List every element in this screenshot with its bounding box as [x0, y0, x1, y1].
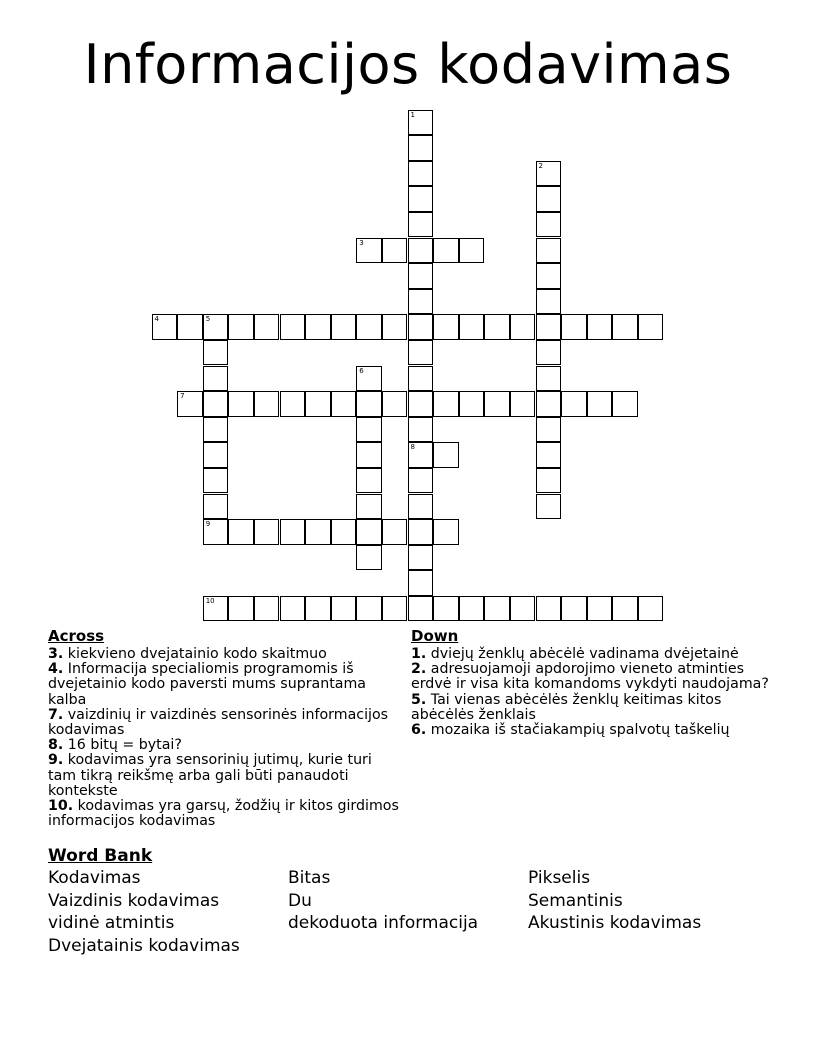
grid-cell[interactable] [536, 186, 562, 212]
grid-cell[interactable] [228, 314, 254, 340]
grid-cell[interactable] [203, 442, 229, 468]
grid-cell[interactable] [408, 442, 434, 468]
grid-cell[interactable] [228, 596, 254, 622]
grid-cell[interactable] [408, 468, 434, 494]
grid-cell[interactable] [280, 596, 306, 622]
grid-cell[interactable] [203, 391, 229, 417]
grid-cell[interactable] [612, 391, 638, 417]
clue-down-1: 1. dviejų ženklų abėcėlė vadinama dvėjetainė [411, 646, 739, 662]
word-bank-item: Akustinis kodavimas [528, 913, 702, 933]
grid-cell[interactable] [408, 366, 434, 392]
clue-number: 9 [205, 520, 211, 529]
grid-cell[interactable] [408, 263, 434, 289]
grid-cell[interactable] [254, 391, 280, 417]
grid-cell[interactable] [408, 161, 434, 187]
grid-cell[interactable] [408, 238, 434, 264]
across-clues [48, 628, 403, 829]
clue-across-3: 3. kiekvieno dvejatainio kodo skaitmuo [48, 646, 327, 662]
clue-number: 6 [359, 366, 364, 375]
grid-cell[interactable] [203, 366, 229, 392]
grid-cell[interactable] [561, 314, 587, 340]
grid-cell[interactable] [612, 596, 638, 622]
clue-number: 5 [205, 315, 211, 324]
grid-cell[interactable] [536, 263, 562, 289]
clue-number: 2 [538, 161, 543, 170]
word-bank-item: Semantinis [528, 890, 623, 911]
grid-cell[interactable] [382, 519, 408, 545]
grid-cell[interactable] [331, 596, 357, 622]
clue-number: 10 [205, 596, 215, 605]
grid-cell[interactable] [356, 238, 382, 264]
down-heading: Down [411, 627, 459, 645]
grid-cell[interactable] [203, 596, 229, 622]
grid-cell[interactable] [433, 391, 459, 417]
grid-cell[interactable] [561, 391, 587, 417]
grid-cell[interactable] [408, 212, 434, 238]
grid-cell[interactable] [356, 391, 382, 417]
grid-cell[interactable] [408, 186, 434, 212]
grid-cell[interactable] [305, 519, 331, 545]
grid-cell[interactable] [408, 519, 434, 545]
grid-cell[interactable] [510, 391, 536, 417]
grid-cell[interactable] [203, 468, 229, 494]
grid-cell[interactable] [536, 391, 562, 417]
word-bank-list [48, 867, 788, 957]
grid-cell[interactable] [152, 314, 178, 340]
word-bank-title: Word Bank [48, 846, 153, 866]
grid-cell[interactable] [408, 570, 434, 596]
grid-cell[interactable] [459, 391, 485, 417]
grid-cell[interactable] [356, 366, 382, 392]
word-bank-item: dekoduota informacija [288, 913, 479, 933]
grid-cell[interactable] [536, 212, 562, 238]
grid-cell[interactable] [587, 596, 613, 622]
grid-cell[interactable] [254, 596, 280, 622]
clue-across-8: 8. 16 bitų = bytai? [48, 737, 182, 754]
grid-cell[interactable] [587, 391, 613, 417]
grid-cell[interactable] [203, 340, 229, 366]
clue-number: 7 [180, 392, 185, 401]
grid-cell[interactable] [536, 289, 562, 315]
clue-number: 1 [410, 110, 415, 119]
grid-cell[interactable] [638, 314, 664, 340]
grid-cell[interactable] [305, 391, 331, 417]
grid-cell[interactable] [408, 417, 434, 443]
grid-cell[interactable] [356, 417, 382, 443]
grid-cell[interactable] [382, 314, 408, 340]
grid-cell[interactable] [280, 519, 306, 545]
word-bank-item: Pikselis [528, 868, 591, 888]
grid-cell[interactable] [408, 340, 434, 366]
grid-cell[interactable] [356, 494, 382, 520]
grid-cell[interactable] [484, 314, 510, 340]
grid-cell[interactable] [484, 596, 510, 622]
clue-across-9: 9. kodavimas yra sensorinių jutimų, kurie turi tam tikrą reikšmę arba gali būti panaudoti kontekste [48, 752, 372, 799]
grid-cell[interactable] [408, 289, 434, 315]
across-heading: Across [48, 627, 105, 645]
grid-cell[interactable] [305, 596, 331, 622]
clue-down-6: 6. mozaika iš stačiakampių spalvotų taškelių [411, 722, 730, 739]
grid-cell[interactable] [177, 391, 203, 417]
grid-cell[interactable] [254, 314, 280, 340]
grid-cell[interactable] [280, 314, 306, 340]
grid-cell[interactable] [382, 391, 408, 417]
grid-cell[interactable] [408, 545, 434, 571]
grid-cell[interactable] [203, 314, 229, 340]
grid-cell[interactable] [459, 238, 485, 264]
grid-cell[interactable] [536, 442, 562, 468]
grid-cell[interactable] [356, 545, 382, 571]
grid-cell[interactable] [536, 314, 562, 340]
grid-cell[interactable] [561, 596, 587, 622]
grid-cell[interactable] [331, 519, 357, 545]
clue-number: 8 [410, 443, 415, 452]
puzzle-title: Informacijos kodavimas [83, 33, 733, 96]
clue-down-5: 5. Tai vienas abėcėlės ženklų keitimas kitos abėcėlės ženklais [411, 691, 722, 723]
grid-cell[interactable] [382, 238, 408, 264]
grid-cell[interactable] [331, 391, 357, 417]
grid-cell[interactable] [433, 442, 459, 468]
grid-cell[interactable] [356, 442, 382, 468]
grid-cell[interactable] [536, 468, 562, 494]
grid-cell[interactable] [228, 519, 254, 545]
grid-cell[interactable] [459, 596, 485, 622]
grid-cell[interactable] [203, 417, 229, 443]
grid-cell[interactable] [408, 110, 434, 136]
grid-cell[interactable] [484, 391, 510, 417]
grid-cell[interactable] [459, 314, 485, 340]
grid-cell[interactable] [536, 494, 562, 520]
word-bank-item: Bitas [288, 868, 331, 888]
grid-cell[interactable] [536, 161, 562, 187]
grid-cell[interactable] [536, 417, 562, 443]
grid-cell[interactable] [433, 519, 459, 545]
grid-cell[interactable] [536, 238, 562, 264]
clue-across-10: 10. kodavimas yra garsų, žodžių ir kitos girdimos informacijos kodavimas [48, 798, 399, 830]
word-bank-item: Dvejatainis kodavimas [48, 935, 240, 956]
clue-down-2: 2. adresuojamoji apdorojimo vieneto atminties erdvė ir visa kita komandoms vykdyti naudojama? [411, 661, 769, 693]
grid-cell[interactable] [408, 135, 434, 161]
grid-cell[interactable] [510, 314, 536, 340]
grid-cell[interactable] [638, 596, 664, 622]
grid-cell[interactable] [536, 340, 562, 366]
grid-cell[interactable] [612, 314, 638, 340]
word-bank-item: Du [288, 890, 312, 911]
grid-cell[interactable] [228, 391, 254, 417]
grid-cell[interactable] [536, 366, 562, 392]
grid-cell[interactable] [536, 596, 562, 622]
word-bank [48, 845, 788, 957]
grid-cell[interactable] [587, 314, 613, 340]
word-bank-item: Kodavimas [48, 868, 141, 888]
grid-cell[interactable] [433, 596, 459, 622]
grid-cell[interactable] [203, 519, 229, 545]
grid-cell[interactable] [203, 494, 229, 520]
clue-across-4: 4. Informacija specialiomis programomis iš dvejetainio kodo paversti mums suprantama kalba [48, 661, 366, 708]
word-bank-item: vidinė atmintis [48, 913, 175, 933]
grid-cell[interactable] [408, 596, 434, 622]
word-bank-item: Vaizdinis kodavimas [48, 890, 220, 911]
grid-cell[interactable] [356, 314, 382, 340]
grid-cell[interactable] [433, 238, 459, 264]
clue-number: 4 [154, 315, 159, 324]
grid-cell[interactable] [356, 519, 382, 545]
grid-cell[interactable] [408, 494, 434, 520]
grid-cell[interactable] [331, 314, 357, 340]
grid-cell[interactable] [356, 596, 382, 622]
clue-number: 3 [359, 238, 364, 247]
grid-cell[interactable] [356, 468, 382, 494]
down-clues [411, 628, 771, 738]
grid-cell[interactable] [408, 314, 434, 340]
grid-cell[interactable] [510, 596, 536, 622]
grid-cell[interactable] [280, 391, 306, 417]
clue-across-7: 7. vaizdinių ir vaizdinės sensorinės informacijos kodavimas [48, 706, 389, 739]
grid-cell[interactable] [408, 391, 434, 417]
grid-cell[interactable] [305, 314, 331, 340]
grid-cell[interactable] [382, 596, 408, 622]
grid-cell[interactable] [177, 314, 203, 340]
grid-cell[interactable] [433, 314, 459, 340]
grid-cell[interactable] [254, 519, 280, 545]
